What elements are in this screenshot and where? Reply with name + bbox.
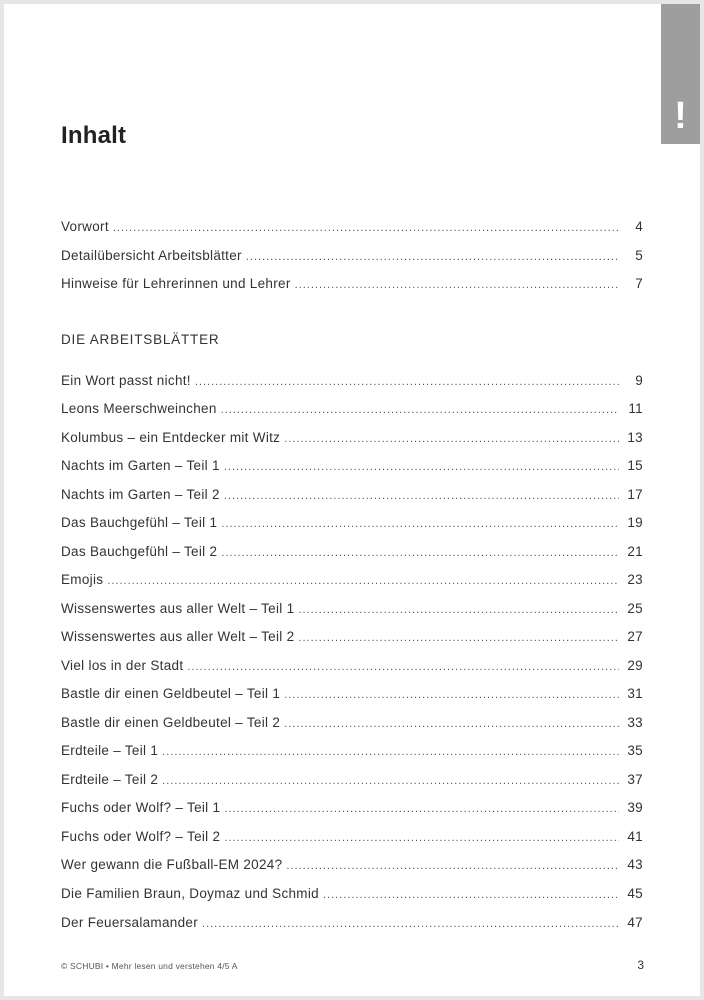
toc-entry-title: Die Familien Braun, Doymaz und Schmid xyxy=(61,886,319,901)
toc-entry xyxy=(61,601,643,621)
toc-leader-dots xyxy=(224,832,619,844)
toc-entry xyxy=(61,915,643,935)
toc-entry xyxy=(61,686,643,706)
toc-entry-page: 15 xyxy=(627,458,643,473)
toc-entry xyxy=(61,800,643,820)
toc-entry-title: Der Feuersalamander xyxy=(61,915,199,930)
document-page xyxy=(4,4,700,996)
toc-entry-page: 43 xyxy=(627,857,643,872)
toc-entry-page: 47 xyxy=(627,915,643,930)
toc-leader-dots xyxy=(221,547,619,559)
toc-entry-title: Das Bauchgefühl – Teil 1 xyxy=(61,515,218,530)
toc-entry-page: 21 xyxy=(627,544,643,559)
toc-entry xyxy=(61,544,643,564)
toc-entry-title: Vorwort xyxy=(61,219,109,234)
toc-entry-page: 17 xyxy=(627,487,643,502)
toc-entry xyxy=(61,772,643,792)
toc-entry-title: Erdteile – Teil 2 xyxy=(61,772,159,787)
toc-leader-dots xyxy=(284,689,619,701)
toc-leader-dots xyxy=(284,718,619,730)
footer-copyright: © SCHUBI • Mehr lesen und verstehen 4/5 A xyxy=(61,961,238,971)
toc-entry xyxy=(61,743,643,763)
toc-leader-dots xyxy=(246,251,619,263)
toc-entry-title: Wissenswertes aus aller Welt – Teil 1 xyxy=(61,601,295,616)
toc-leader-dots xyxy=(295,279,619,291)
toc-entry xyxy=(61,373,643,393)
toc-entry-page: 31 xyxy=(627,686,643,701)
toc-entry-page: 7 xyxy=(635,276,643,291)
toc-entry-page: 11 xyxy=(628,401,643,416)
toc-entry-title: Nachts im Garten – Teil 2 xyxy=(61,487,220,502)
toc-entry-title: Wer gewann die Fußball-EM 2024? xyxy=(61,857,283,872)
toc-entry-vorwort xyxy=(61,219,643,239)
toc-leader-dots xyxy=(224,490,619,502)
toc-entry-detailuebersicht xyxy=(61,248,643,268)
toc-leader-dots xyxy=(107,575,619,587)
toc-entry-page: 23 xyxy=(627,572,643,587)
toc-leader-dots xyxy=(113,222,619,234)
toc-entry xyxy=(61,572,643,592)
toc-entry-page: 37 xyxy=(627,772,643,787)
toc-entry-page: 19 xyxy=(627,515,643,530)
toc-entry-page: 35 xyxy=(627,743,643,758)
toc-entry-hinweise xyxy=(61,276,643,296)
toc-leader-dots xyxy=(187,661,619,673)
toc-entry xyxy=(61,487,643,507)
toc-leader-dots xyxy=(323,889,619,901)
toc-leader-dots xyxy=(195,376,619,388)
toc-entry-title: Ein Wort passt nicht! xyxy=(61,373,191,388)
toc-entry-title: Emojis xyxy=(61,572,104,587)
toc-entry xyxy=(61,458,643,478)
toc-entry-page: 27 xyxy=(627,629,643,644)
toc-entry-page: 45 xyxy=(627,886,643,901)
toc-entry-title: Leons Meerschweinchen xyxy=(61,401,217,416)
toc-entry-title: Fuchs oder Wolf? – Teil 1 xyxy=(61,800,221,815)
toc-entry-page: 13 xyxy=(627,430,643,445)
toc-entry-page: 41 xyxy=(627,829,643,844)
toc-entry-title: Hinweise für Lehrerinnen und Lehrer xyxy=(61,276,291,291)
toc-entry xyxy=(61,658,643,678)
toc-entry-page: 25 xyxy=(627,601,643,616)
toc-leader-dots xyxy=(298,604,619,616)
toc-entry-page: 29 xyxy=(627,658,643,673)
toc-entry xyxy=(61,886,643,906)
page-title: Inhalt xyxy=(61,122,127,149)
section-heading: DIE ARBEITSBLÄTTER xyxy=(61,332,220,347)
toc-entry-page: 39 xyxy=(627,800,643,815)
toc-leader-dots xyxy=(286,860,619,872)
exclamation-icon: ! xyxy=(674,95,687,137)
toc-entry-page: 4 xyxy=(635,219,643,234)
toc-entry-page: 33 xyxy=(627,715,643,730)
toc-leader-dots xyxy=(284,433,619,445)
toc-entry xyxy=(61,715,643,735)
toc-entry-title: Detailübersicht Arbeitsblätter xyxy=(61,248,242,263)
toc-entry xyxy=(61,829,643,849)
toc-entry xyxy=(61,857,643,877)
toc-leader-dots xyxy=(221,518,619,530)
toc-entry-title: Das Bauchgefühl – Teil 2 xyxy=(61,544,218,559)
toc-entry xyxy=(61,515,643,535)
section-tab xyxy=(661,4,700,144)
toc-leader-dots xyxy=(298,632,619,644)
toc-entry-page: 9 xyxy=(635,373,643,388)
toc-entry-page: 5 xyxy=(635,248,643,263)
toc-entry xyxy=(61,430,643,450)
toc-leader-dots xyxy=(162,746,619,758)
toc-entry xyxy=(61,401,643,421)
toc-entry xyxy=(61,629,643,649)
toc-entry-title: Nachts im Garten – Teil 1 xyxy=(61,458,220,473)
toc-entry-title: Kolumbus – ein Entdecker mit Witz xyxy=(61,430,281,445)
toc-leader-dots xyxy=(224,803,619,815)
toc-entry-title: Erdteile – Teil 1 xyxy=(61,743,159,758)
toc-leader-dots xyxy=(221,404,619,416)
footer-page-number: 3 xyxy=(637,958,644,972)
toc-leader-dots xyxy=(162,775,619,787)
toc-leader-dots xyxy=(224,461,619,473)
toc-entry-title: Viel los in der Stadt xyxy=(61,658,184,673)
toc-entry-title: Wissenswertes aus aller Welt – Teil 2 xyxy=(61,629,295,644)
toc-entry-title: Bastle dir einen Geldbeutel – Teil 2 xyxy=(61,715,281,730)
toc-entry-title: Fuchs oder Wolf? – Teil 2 xyxy=(61,829,221,844)
toc-entry-title: Bastle dir einen Geldbeutel – Teil 1 xyxy=(61,686,281,701)
toc-leader-dots xyxy=(202,918,619,930)
